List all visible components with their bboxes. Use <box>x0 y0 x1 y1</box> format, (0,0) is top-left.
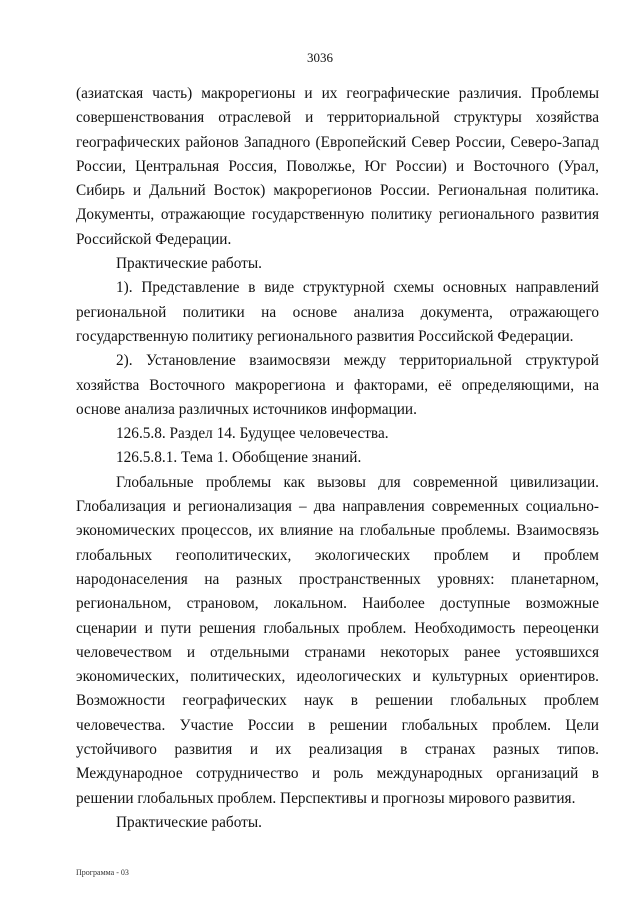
paragraph-global-problems: Глобальные проблемы как вызовы для современной цивилизации. Глобализация и регионализация – два направления современных социально-экономических процессов, их влияние на глобальные проблемы. Взаимосвязь глобальных геополитических, экологических проблем и проблем народонаселения на разных пространственных уровнях: планетарном, региональном, страновом, локальном. Наиболее доступные возможные сценарии и пути решения глобальных проблем. Необходимость переоценки человечеством и отдельными странами некоторых ранее устоявшихся экономических, политических, идеологических и культурных ориентиров. Возможности географических наук в решении глобальных проблем человечества. Участие России в решении глобальных проблем. Цели устойчивого развития и их реализация в странах разных типов. Международное сотрудничество и роль международных организаций в решении глобальных проблем. Перспективы и прогнозы мирового развития. <box>76 473 599 807</box>
footer-label: Программа - 03 <box>76 868 129 877</box>
paragraph-practical-works-heading: Практические работы. <box>116 255 262 273</box>
paragraph-macroregions: (азиатская часть) макрорегионы и их географические различия. Проблемы совершенствования отраслевой и территориальной структуры хозяйства географических районов Западного (Европейский Север России, Северо-Запад России, Центральная Россия, Поволжье, Юг России) и Восточного (Урал, Сибирь и Дальний Восток) макрорегионов России. Региональная политика. Документы, отражающие государственную политику регионального развития Российской Федерации. <box>76 85 599 248</box>
paragraph-practical-work-1: 1). Представление в виде структурной схемы основных направлений региональной политики на основе анализа документа, отражающего государственную политику регионального развития Российской Федерации. <box>76 279 599 345</box>
paragraph-practical-works-heading-2: Практические работы. <box>116 813 262 831</box>
paragraph-practical-work-2: 2). Установление взаимосвязи между территориальной структурой хозяйства Восточного макрорегиона и факторами, её определяющими, на основе анализа различных источников информации. <box>76 352 599 418</box>
topic-heading: 126.5.8.1. Тема 1. Обобщение знаний. <box>116 449 362 467</box>
document-body <box>76 82 599 835</box>
section-heading: 126.5.8. Раздел 14. Будущее человечества. <box>116 425 389 443</box>
page-number: 3036 <box>307 50 333 65</box>
